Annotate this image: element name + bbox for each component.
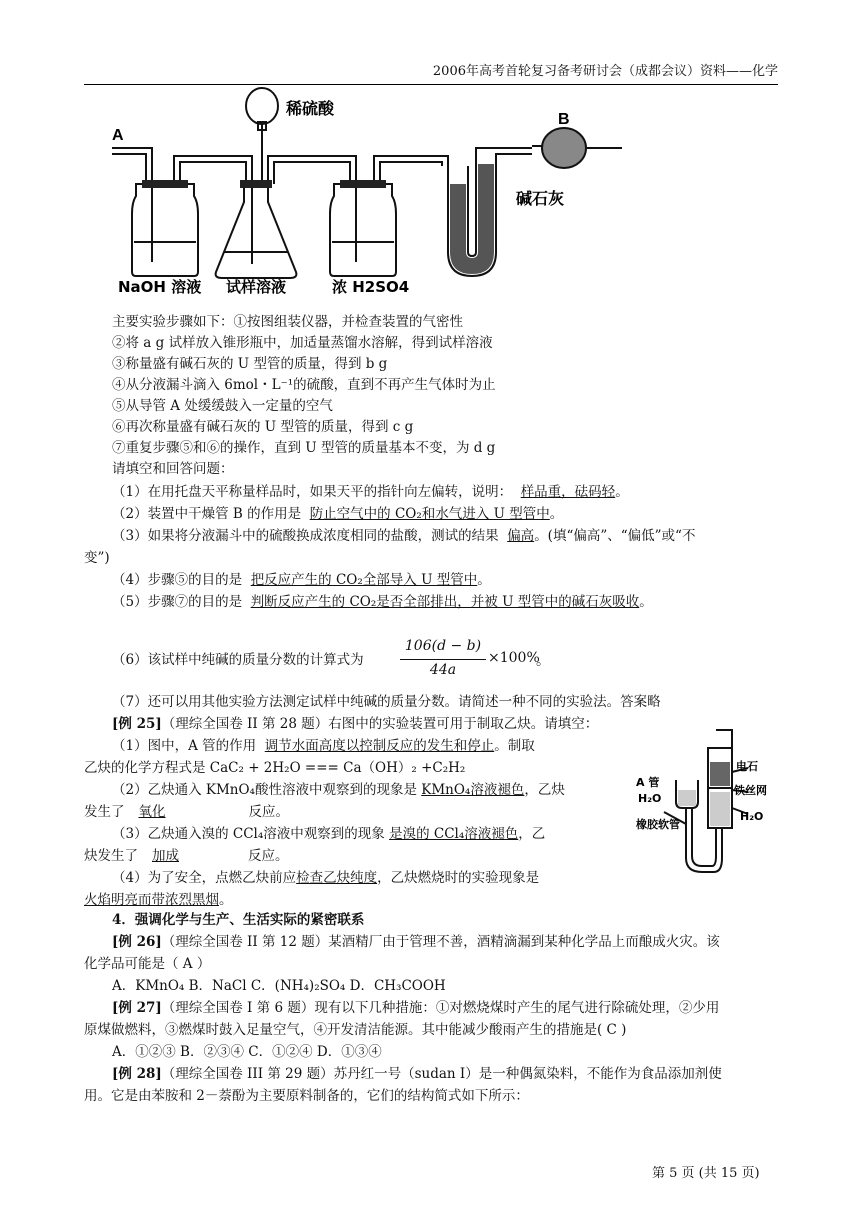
e25-answer-4: 检查乙炔纯度 (296, 870, 378, 886)
label-wire-mesh: 铁丝网 (734, 784, 767, 797)
label-acid: 稀硫酸 (286, 99, 335, 118)
label-naoh: NaOH 溶液 (118, 278, 202, 296)
e25-q2: （2）乙炔通入 KMnO₄酸性溶液中观察到的现象是 KMnO₄溶液褪色，乙炔 (112, 782, 565, 798)
question-3: （3）如果将分液漏斗中的硫酸换成浓度相同的盐酸，测试的结果 偏高。(填“偏高”、“偏低”或“不 (112, 528, 696, 544)
e25-q1: （1）图中，A 管的作用 调节水面高度以控制反应的发生和停止。制取 (112, 738, 535, 754)
example-25: [例 25]（理综全国卷 II 第 28 题）右图中的实验装置可用于制取乙炔。请填空： (112, 716, 599, 732)
question-3-cont: 变”) (84, 550, 110, 566)
label-rubber-tube: 橡胶软管 (636, 818, 680, 831)
label-soda-lime: 碱石灰 (516, 189, 565, 208)
example-27-options: A．①②③ B．②③④ C．①②④ D．①③④ (112, 1044, 382, 1060)
e25-q4: （4）为了安全，点燃乙炔前应检查乙炔纯度，乙炔燃烧时的实验现象是 (112, 870, 540, 886)
answer-4: 把反应产生的 CO₂全部导入 U 型管中 (250, 572, 478, 588)
page-footer: 第 5 页 (共 15 页) (652, 1166, 760, 1181)
label-h2so4: 浓 H2SO4 (332, 278, 410, 296)
formula: 106(d − b) 44a ×100% 。 (396, 638, 532, 682)
label-h2o-left: H₂O (638, 792, 662, 805)
label-h2o-right: H₂O (740, 810, 764, 823)
e25-answer-3: 是溴的 CCl₄溶液褪色 (389, 826, 519, 842)
step-line: ④从分液漏斗滴入 6mol・L⁻¹的硫酸，直到不再产生气体时为止 (112, 377, 496, 393)
apparatus-figure (112, 84, 632, 296)
step-line: 请填空和回答问题： (112, 461, 234, 477)
question-2: （2）装置中干燥管 B 的作用是 防止空气中的 CO₂和水气进入 U 型管中。 (112, 506, 564, 522)
label-a-tube: A 管 (636, 776, 660, 789)
e25-equation: 乙炔的化学方程式是 CaC₂ + 2H₂O === Ca（OH）₂ +C₂H₂ (84, 760, 466, 776)
e25-answer-4b: 火焰明亮而带浓烈黑烟 (84, 892, 219, 908)
label-b: B (558, 111, 570, 128)
step-line: ②将 a g 试样放入锥形瓶中，加适量蒸馏水溶解，得到试样溶液 (112, 335, 493, 351)
question-5: （5）步骤⑦的目的是 判断反应产生的 CO₂是否全部排出，并被 U 型管中的碱石灰吸收。 (112, 594, 653, 610)
step-line: ⑦重复步骤⑤和⑥的操作，直到 U 型管的质量基本不变，为 d g (112, 440, 496, 456)
answer-2: 防止空气中的 CO₂和水气进入 U 型管中 (309, 506, 550, 522)
label-calcium-carbide: 电石 (736, 760, 758, 773)
formula-denominator: 44a (429, 662, 457, 678)
question-1: （1）在用托盘天平称量样品时，如果天平的指针向左偏转，说明： 样品重，砝码轻。 (112, 484, 629, 500)
e25-q3-cont: 炔发生了 加成 反应。 (84, 848, 289, 864)
question-7: （7）还可以用其他实验方法测定试样中纯碱的质量分数。请简述一种不同的实验法。答案略 (112, 694, 661, 710)
example-28-cont: 用。它是由苯胺和 2－萘酚为主要原料制备的，它们的结构简式如下所示： (84, 1088, 529, 1104)
question-6: （6）该试样中纯碱的质量分数的计算式为 (112, 652, 364, 668)
step-line: ⑤从导管 A 处缓缓鼓入一定量的空气 (112, 398, 333, 414)
example-28: [例 28]（理综全国卷 III 第 29 题）苏丹红一号（sudan Ⅰ）是一种偶氮染料，不能作为食品添加剂使 (112, 1066, 722, 1082)
step-line: ⑥再次称量盛有碱石灰的 U 型管的质量，得到 c g (112, 419, 414, 435)
example-27-cont: 原煤做燃料，③燃煤时鼓入足量空气，④开发清洁能源。其中能减少酸雨产生的措施是( C ) (84, 1022, 627, 1038)
formula-numerator: 106(d − b) (404, 638, 482, 654)
example-27: [例 27]（理综全国卷 I 第 6 题）现有以下几种措施：①对燃烧煤时产生的尾气进行除硫处理，②少用 (112, 1000, 720, 1016)
e25-answer-3b: 加成 (152, 848, 179, 864)
e25-q3: （3）乙炔通入溴的 CCl₄溶液中观察到的现象 是溴的 CCl₄溶液褪色，乙 (112, 826, 546, 842)
question-4: （4）步骤⑤的目的是 把反应产生的 CO₂全部导入 U 型管中。 (112, 572, 491, 588)
e25-answer-1: 调节水面高度以控制反应的发生和停止 (264, 738, 495, 754)
label-sample: 试样溶液 (226, 278, 287, 296)
formula-percent: ×100% (488, 650, 540, 666)
answer-5: 判断反应产生的 CO₂是否全部排出，并被 U 型管中的碱石灰吸收 (250, 594, 640, 610)
acetylene-apparatus-figure (636, 728, 776, 878)
e25-answer-2b: 氧化 (138, 804, 166, 820)
e25-q4-cont: 火焰明亮而带浓烈黑烟。 (84, 892, 233, 908)
e25-answer-2: KMnO₄溶液褪色 (421, 782, 525, 798)
label-a: A (112, 127, 124, 144)
section-4-heading: 4．强调化学与生产、生活实际的紧密联系 (112, 912, 365, 928)
answer-1: 样品重，砝码轻 (520, 484, 616, 500)
page-header: 2006年高考首轮复习备考研讨会（成都会议）资料——化学 (84, 60, 778, 85)
step-line: ③称量盛有碱石灰的 U 型管的质量，得到 b g (112, 356, 388, 372)
example-26: [例 26]（理综全国卷 II 第 12 题）某酒精厂由于管理不善，酒精滴漏到某种化学品上而酿成火灾。该 (112, 934, 720, 950)
answer-3: 偏高 (507, 528, 535, 544)
step-line: 主要实验步骤如下：①按图组装仪器，并检查装置的气密性 (112, 314, 463, 330)
example-26-cont: 化学品可能是（ A ） (84, 956, 211, 972)
fraction-bar (400, 659, 486, 660)
example-26-options: A．KMnO₄ B．NaCl C．(NH₄)₂SO₄ D．CH₃COOH (112, 978, 446, 994)
e25-q2-cont: 发生了 氧化 反应。 (84, 804, 289, 820)
